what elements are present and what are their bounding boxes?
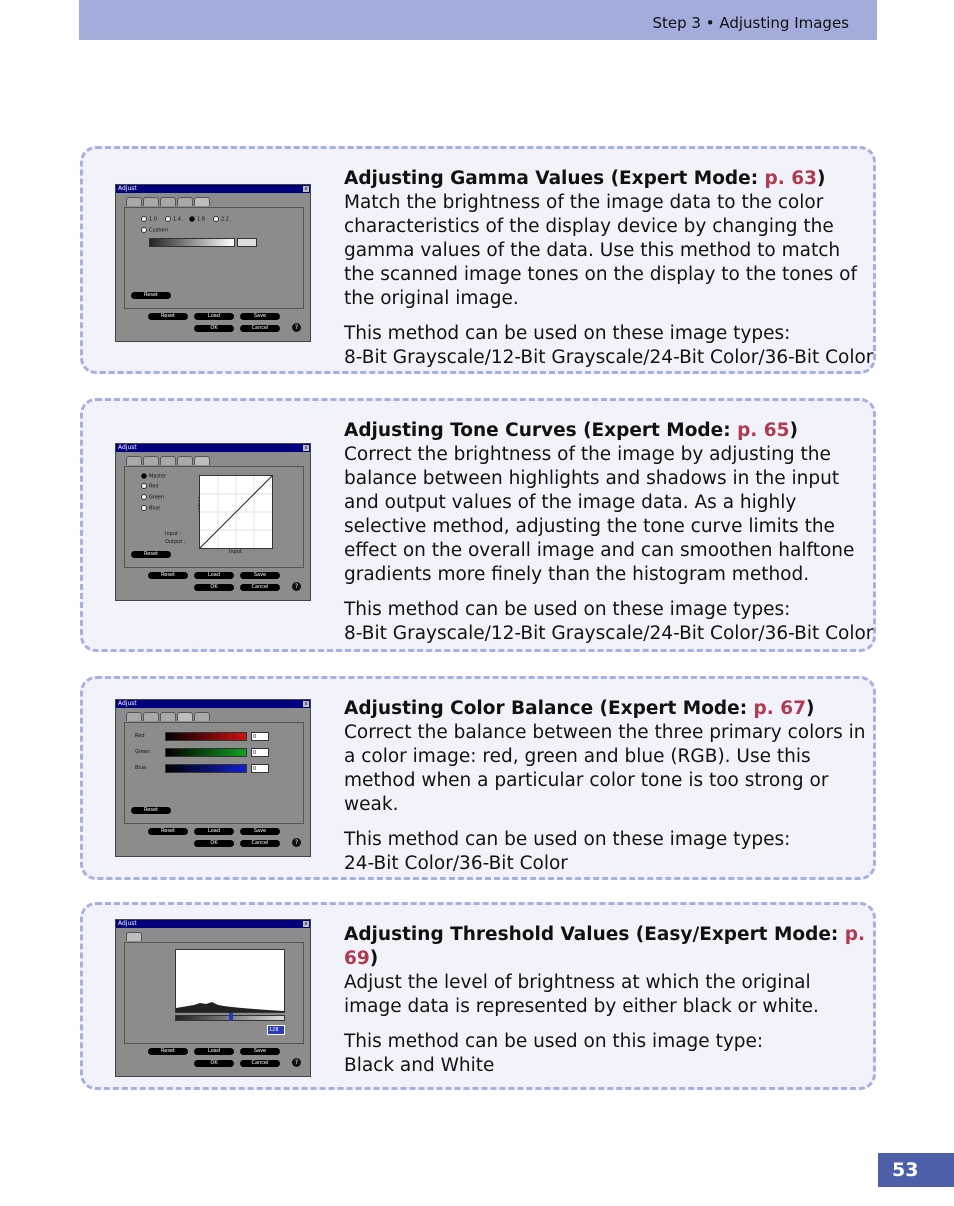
channel-red[interactable]: Red [141,483,159,490]
color-balance-dialog-screenshot [115,699,311,857]
save-button[interactable]: Save [240,313,280,320]
section-body: Adjust the level of brightness at which the original image data is represented by either black or white. [344,972,819,1017]
tab-threshold[interactable] [126,932,142,941]
page-ref-link[interactable]: p. 67 [753,698,806,719]
gamma-option-4[interactable]: 2.2 [213,216,229,223]
save-button[interactable]: Save [240,572,280,579]
help-icon[interactable]: ? [292,1058,301,1067]
gamma-slider[interactable] [149,238,235,247]
tab-tone-curve[interactable] [143,456,159,465]
tab-brightness[interactable] [177,712,193,721]
gamma-option-3[interactable]: 1.8 [189,216,205,223]
save-button[interactable]: Save [240,828,280,835]
green-slider[interactable] [165,748,247,757]
section-color-balance-text [344,697,873,887]
load-button[interactable]: Load [194,828,234,835]
reset-button[interactable]: Reset [148,313,188,320]
section-tone-curves-text [344,419,873,657]
threshold-panel [124,942,304,1044]
red-value-field[interactable]: 0 [251,732,269,741]
gamma-option-2[interactable]: 1.4 [165,216,181,223]
ok-button[interactable]: OK [194,325,234,332]
section-title: Adjusting Threshold Values (Easy/Expert Mode: p. 69) [344,924,866,969]
section-color-balance [80,676,876,880]
threshold-dialog-screenshot [115,919,311,1077]
dialog-tabs [126,456,211,465]
tab-brightness[interactable] [177,197,193,206]
section-gamma [80,146,876,374]
threshold-value-field[interactable]: 128 [267,1025,285,1035]
dialog-title: Adjust [118,920,137,927]
dialog-titlebar [116,444,310,452]
dialog-title: Adjust [118,185,137,192]
output-axis-label: Output [196,495,203,513]
tab-color-balance[interactable] [160,456,176,465]
reset-button[interactable]: Reset [148,1048,188,1055]
tone-curve-graph[interactable] [196,475,273,549]
cancel-button[interactable]: Cancel [240,840,280,847]
section-gamma-text [344,167,873,381]
cancel-button[interactable]: Cancel [240,325,280,332]
types-intro: This method can be used on these image types: [344,599,791,620]
types-list: 8-Bit Grayscale/12-Bit Grayscale/24-Bit Color/36-Bit Color [344,623,874,644]
close-icon[interactable]: x [304,186,308,192]
section-title: Adjusting Tone Curves (Expert Mode: p. 65) [344,420,798,441]
channel-green[interactable]: Green [141,494,164,501]
section-body: Correct the balance between the three primary colors in a color image: red, green and blue (RGB). Use this method when a particular color tone is too strong or weak. [344,722,866,815]
help-icon[interactable]: ? [292,582,301,591]
types-intro: This method can be used on these image types: [344,829,791,850]
blue-value-field[interactable]: 0 [251,764,269,773]
help-icon[interactable]: ? [292,838,301,847]
tab-tone-curve[interactable] [143,712,159,721]
help-icon[interactable]: ? [292,323,301,332]
cancel-button[interactable]: Cancel [240,584,280,591]
tone-curve-dialog-screenshot [115,443,311,601]
page-ref-link[interactable]: p. 63 [764,168,818,189]
dialog-titlebar [116,700,310,708]
tab-brightness[interactable] [177,456,193,465]
page-header [79,0,877,40]
channel-master[interactable]: Master [141,473,166,480]
types-list: 24-Bit Color/36-Bit Color [344,853,568,874]
red-slider[interactable] [165,732,247,741]
section-title: Adjusting Color Balance (Expert Mode: p. 67) [344,698,815,719]
section-body: Correct the brightness of the image by adjusting the balance between highlights and shadows in the input and output values of the image data. As a highly selective method, adjusting the tone curve limits the effect on the overall image and can smoothen halftone gradients more finely than the histogram method. [344,444,855,585]
close-icon[interactable]: x [304,701,308,707]
dialog-title: Adjust [118,444,137,451]
gamma-dialog-screenshot [115,184,311,342]
tab-color-balance[interactable] [160,197,176,206]
ok-button[interactable]: OK [194,584,234,591]
load-button[interactable]: Load [194,1048,234,1055]
load-button[interactable]: Load [194,313,234,320]
tab-histogram[interactable] [126,712,142,721]
tab-gamma[interactable] [194,456,210,465]
section-title: Adjusting Gamma Values (Expert Mode: p. 63) [344,168,826,189]
gamma-value-field[interactable] [237,238,257,247]
slider-label-green: Green [135,749,151,755]
threshold-histogram [175,949,285,1013]
types-intro: This method can be used on this image type: [344,1031,764,1052]
section-threshold-text [344,923,873,1089]
dialog-tabs [126,712,211,721]
page-number: 53 [878,1153,954,1187]
tab-color-balance[interactable] [160,712,176,721]
tab-tone-curve[interactable] [143,197,159,206]
histogram-shape [176,1002,284,1012]
channel-blue[interactable]: Blue [141,505,160,512]
ok-button[interactable]: OK [194,1060,234,1067]
cancel-button[interactable]: Cancel [240,1060,280,1067]
dialog-tabs [126,932,143,941]
section-threshold [80,902,876,1090]
dialog-titlebar [116,185,310,193]
dialog-tabs [126,197,211,206]
threshold-slider-handle[interactable] [229,1013,233,1021]
input-readout: Input : [165,531,182,537]
slider-label-red: Red [135,733,145,739]
input-axis-label: Input [229,549,242,555]
output-readout: Output : [165,539,186,545]
dialog-titlebar [116,920,310,928]
tab-gamma[interactable] [194,712,210,721]
tab-histogram[interactable] [126,197,142,206]
close-icon[interactable]: x [304,921,308,927]
ok-button[interactable]: OK [194,840,234,847]
gamma-panel [124,207,304,309]
panel-reset-button[interactable]: Reset [131,292,171,299]
tone-curve-panel [124,466,304,568]
gamma-option-custom[interactable]: Custom [141,227,168,234]
save-button[interactable]: Save [240,1048,280,1055]
reset-button[interactable]: Reset [148,828,188,835]
panel-reset-button[interactable]: Reset [131,551,171,558]
color-balance-panel [124,722,304,824]
close-icon[interactable]: x [304,445,308,451]
gamma-option-1[interactable]: 1.0 [141,216,157,223]
dialog-title: Adjust [118,700,137,707]
page-ref-link[interactable]: p. 65 [737,420,790,441]
panel-reset-button[interactable]: Reset [131,807,171,814]
types-list: Black and White [344,1055,495,1076]
load-button[interactable]: Load [194,572,234,579]
page-ref-link[interactable]: p. 69 [344,924,866,969]
blue-slider[interactable] [165,764,247,773]
reset-button[interactable]: Reset [148,572,188,579]
types-intro: This method can be used on these image types: [344,323,791,344]
slider-label-blue: Blue [135,765,147,771]
green-value-field[interactable]: 0 [251,748,269,757]
header-title: Step 3 • Adjusting Images [652,14,849,32]
tab-histogram[interactable] [126,456,142,465]
section-tone-curves [80,398,876,652]
tab-gamma[interactable] [194,197,210,206]
section-body: Match the brightness of the image data to the color characteristics of the display device by changing the gamma values of the data. Use this method to match the scanned image tones on the display to the tones of the original image. [344,192,858,309]
types-list: 8-Bit Grayscale/12-Bit Grayscale/24-Bit Color/36-Bit Color [344,347,874,368]
